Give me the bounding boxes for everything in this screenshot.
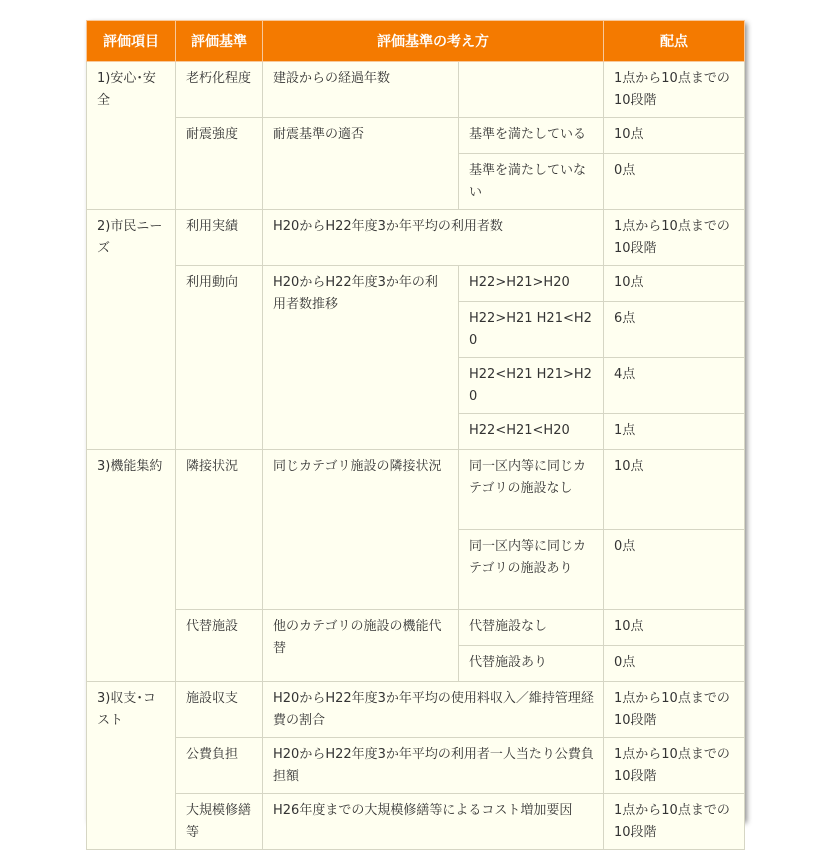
score-cell: 0点 <box>604 154 745 210</box>
score-cell: 1点から10点までの10段階 <box>604 738 745 794</box>
condition-cell: 代替施設なし <box>459 610 604 646</box>
evaluation-criteria-table <box>86 20 745 850</box>
section-item-cell: 3)機能集約 <box>87 450 176 682</box>
condition-cell: 基準を満たしている <box>459 118 604 154</box>
condition-cell: 代替施設あり <box>459 646 604 682</box>
criterion-cell: 公費負担 <box>176 738 263 794</box>
criterion-cell: 施設収支 <box>176 682 263 738</box>
criterion-cell: 代替施設 <box>176 610 263 682</box>
score-cell: 0点 <box>604 530 745 610</box>
approach-cell: 同じカテゴリ施設の隣接状況 <box>263 450 459 610</box>
table-row <box>87 794 745 850</box>
score-cell: 1点 <box>604 414 745 450</box>
score-cell: 1点から10点までの10段階 <box>604 210 745 266</box>
score-cell: 4点 <box>604 358 745 414</box>
condition-cell: 基準を満たしていない <box>459 154 604 210</box>
evaluation-criteria-table-frame <box>86 20 744 840</box>
criterion-cell: 利用動向 <box>176 266 263 450</box>
approach-cell: H20からH22年度3か年平均の利用者数 <box>263 210 604 266</box>
score-cell: 10点 <box>604 118 745 154</box>
table-row <box>87 450 745 530</box>
header-score: 配点 <box>604 21 745 62</box>
condition-cell: H22<H21<H20 <box>459 414 604 450</box>
header-item: 評価項目 <box>87 21 176 62</box>
score-cell: 0点 <box>604 646 745 682</box>
approach-cell: H20からH22年度3か年平均の利用者一人当たり公費負担額 <box>263 738 604 794</box>
score-cell: 6点 <box>604 302 745 358</box>
criterion-cell: 耐震強度 <box>176 118 263 210</box>
score-cell: 10点 <box>604 266 745 302</box>
approach-cell: H26年度までの大規模修繕等によるコスト増加要因 <box>263 794 604 850</box>
approach-cell: H20からH22年度3か年平均の使用料収入／維持管理経費の割合 <box>263 682 604 738</box>
condition-cell: H22>H21>H20 <box>459 266 604 302</box>
criterion-cell: 大規模修繕等 <box>176 794 263 850</box>
approach-cell: 建設からの経過年数 <box>263 62 459 118</box>
section-item-cell: 3)収支･コスト <box>87 682 176 850</box>
condition-cell: H22<H21 H21>H20 <box>459 358 604 414</box>
table-row <box>87 118 745 154</box>
criterion-cell: 老朽化程度 <box>176 62 263 118</box>
section-item-cell: 1)安心･安全 <box>87 62 176 210</box>
approach-cell: 耐震基準の適否 <box>263 118 459 210</box>
approach-cell: H20からH22年度3か年の利用者数推移 <box>263 266 459 450</box>
score-cell: 1点から10点までの10段階 <box>604 794 745 850</box>
table-header-row <box>87 21 745 62</box>
table-row <box>87 738 745 794</box>
score-cell: 1点から10点までの10段階 <box>604 682 745 738</box>
table-row <box>87 610 745 646</box>
table-row <box>87 682 745 738</box>
score-cell: 10点 <box>604 610 745 646</box>
table-row <box>87 62 745 118</box>
score-cell: 1点から10点までの10段階 <box>604 62 745 118</box>
criterion-cell: 利用実績 <box>176 210 263 266</box>
condition-cell <box>459 62 604 118</box>
table-row <box>87 266 745 302</box>
criterion-cell: 隣接状況 <box>176 450 263 610</box>
condition-cell: 同一区内等に同じカテゴリの施設なし <box>459 450 604 530</box>
condition-cell: H22>H21 H21<H20 <box>459 302 604 358</box>
section-item-cell: 2)市民ニーズ <box>87 210 176 450</box>
header-approach: 評価基準の考え方 <box>263 21 604 62</box>
condition-cell: 同一区内等に同じカテゴリの施設あり <box>459 530 604 610</box>
table-row <box>87 210 745 266</box>
header-criterion: 評価基準 <box>176 21 263 62</box>
approach-cell: 他のカテゴリの施設の機能代替 <box>263 610 459 682</box>
score-cell: 10点 <box>604 450 745 530</box>
